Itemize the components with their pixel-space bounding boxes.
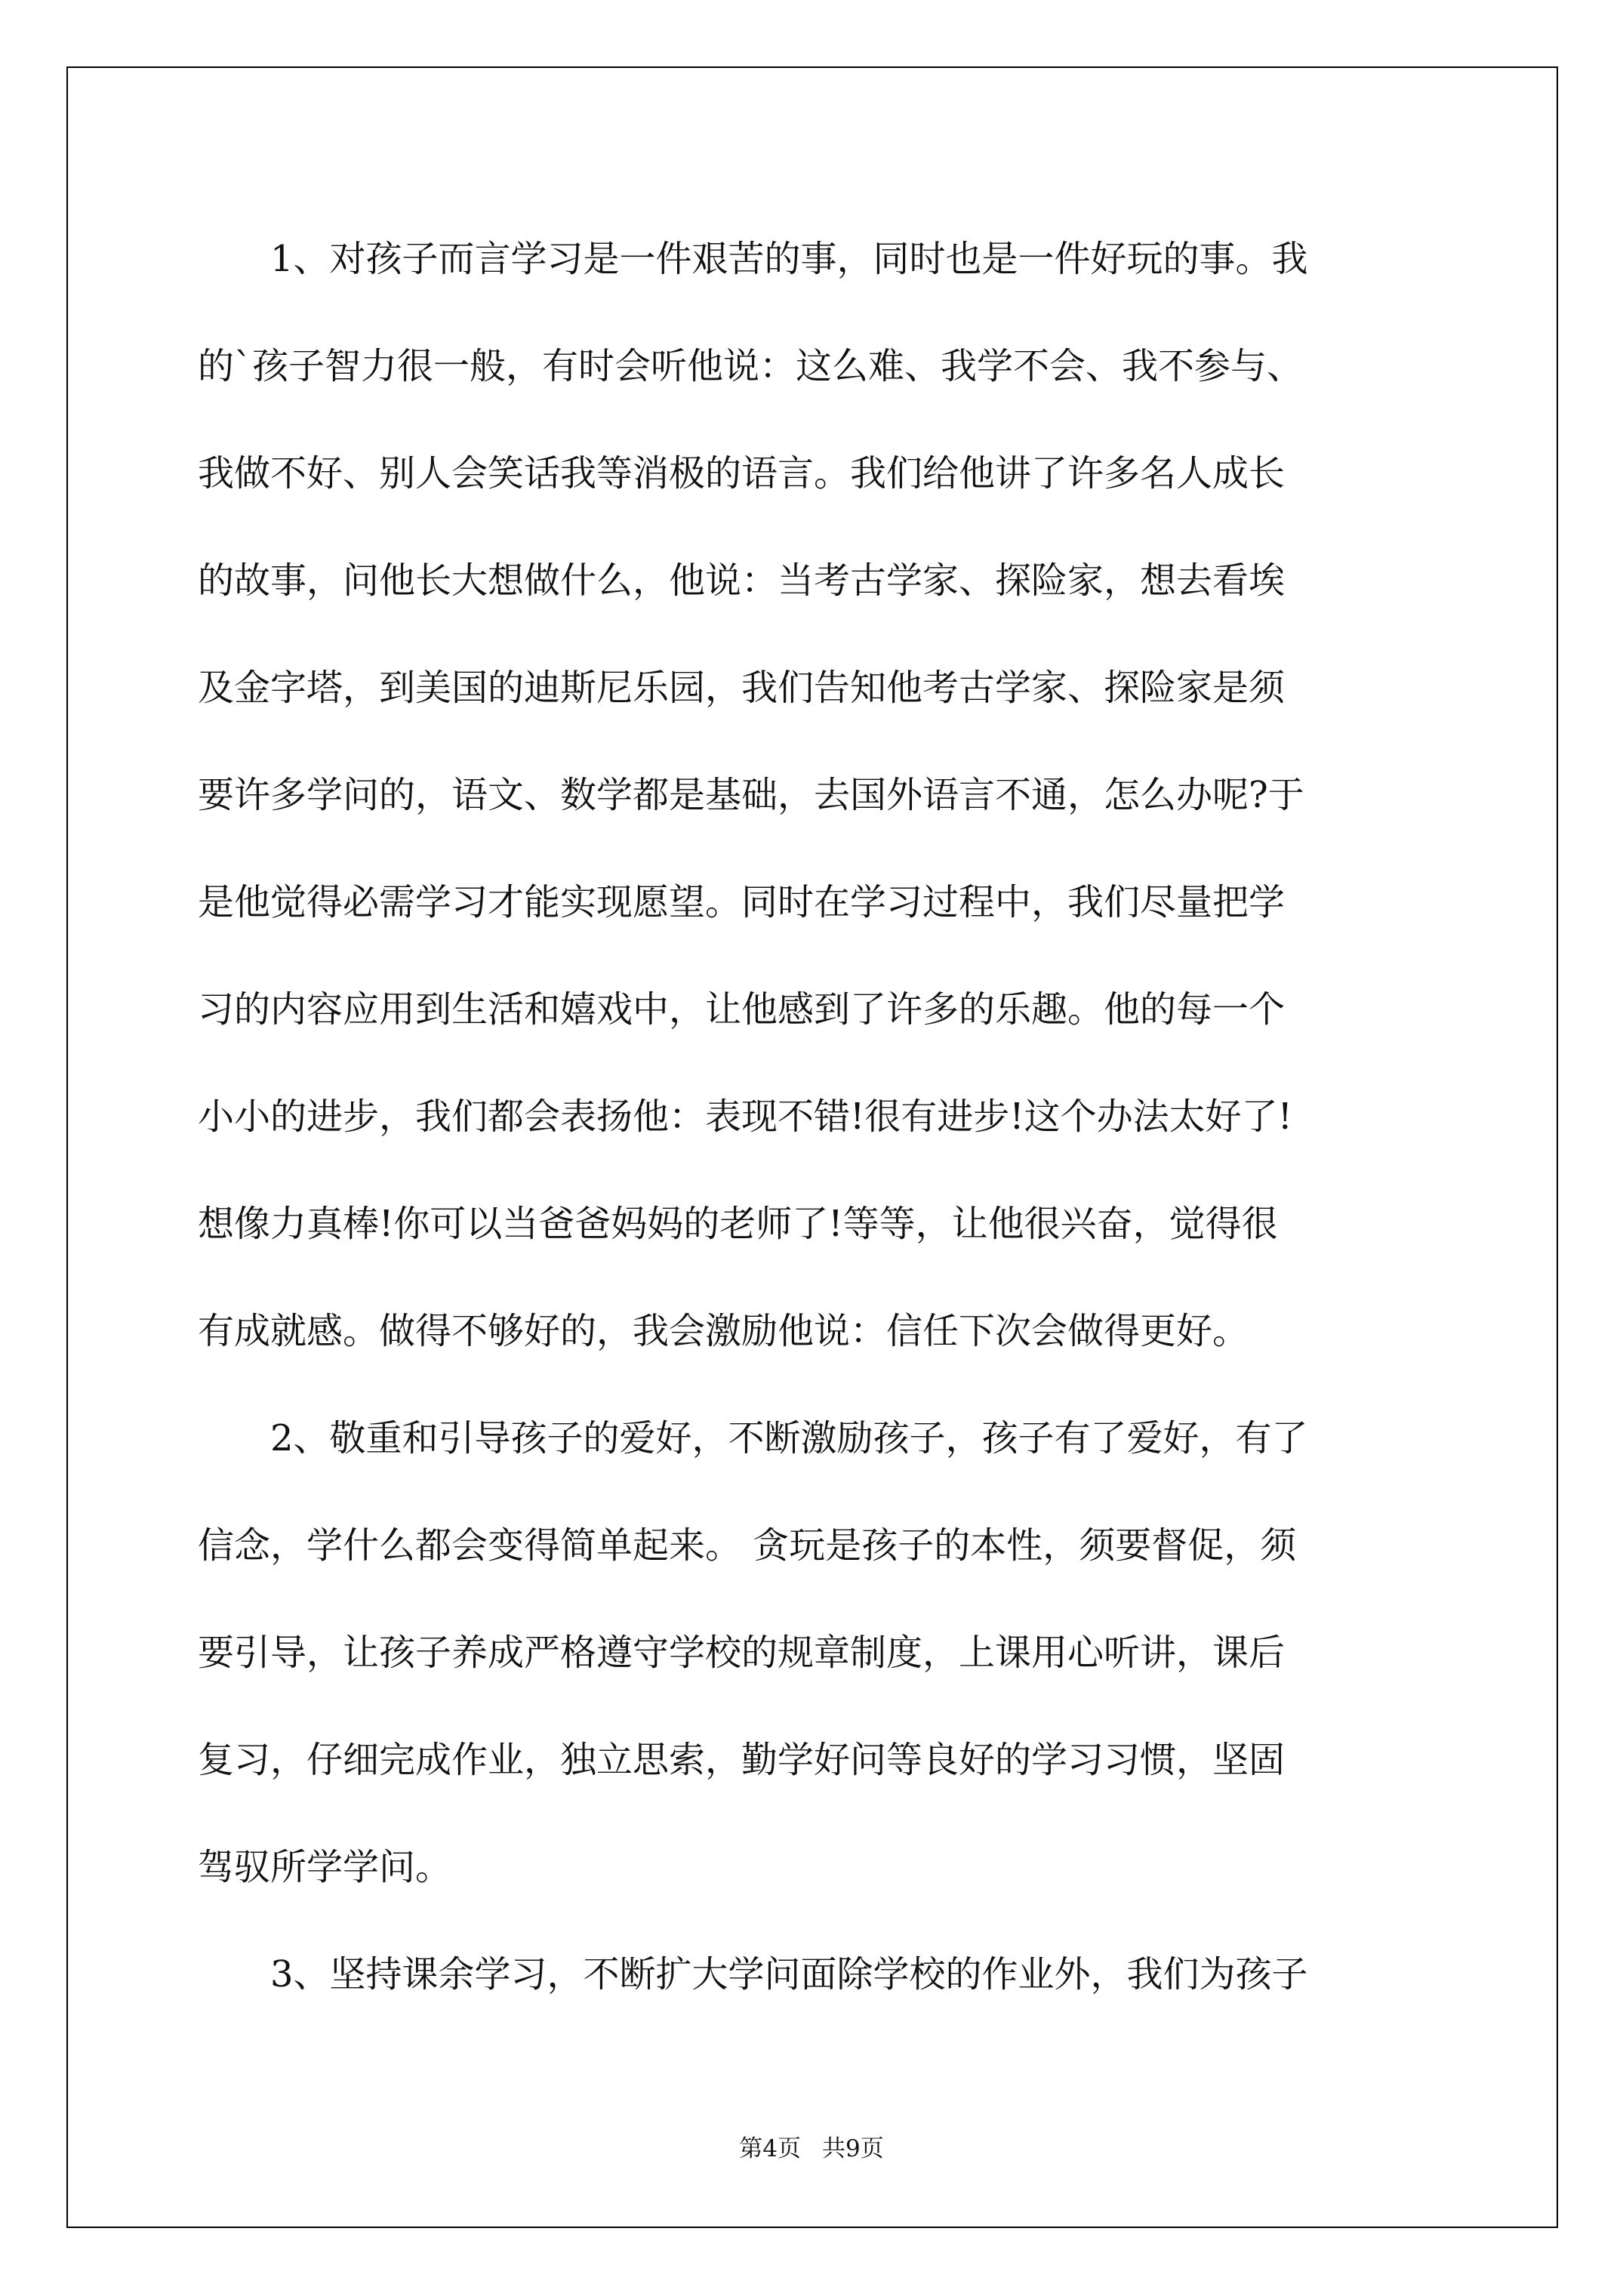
text-line: 有成就感。做得不够好的，我会激励他说：信任下次会做得更好。 — [198, 1310, 1249, 1352]
page-footer — [0, 2129, 1623, 2163]
paragraph-1 — [198, 205, 1433, 1385]
total-pages: 共9页 — [822, 2135, 884, 2162]
text-line: 要许多学问的，语文、数学都是基础，去国外语言不通，怎么办呢?于 — [198, 774, 1304, 816]
text-line: 的`孩子智力很一般，有时会听他说：这么难、我学不会、我不参与、 — [198, 345, 1304, 387]
paragraph-2 — [198, 1385, 1433, 1921]
paragraph-3 — [198, 1921, 1433, 2028]
text-line: 复习，仔细完成作业，独立思索，勤学好问等良好的学习习惯，坚固 — [198, 1739, 1286, 1781]
text-line: 的故事，问他长大想做什么，他说：当考古学家、探险家，想去看埃 — [198, 559, 1286, 602]
text-line: 信念，学什么都会变得简单起来。 贪玩是孩子的本性，须要督促，须 — [198, 1524, 1297, 1567]
text-line: 及金字塔，到美国的迪斯尼乐园，我们告知他考古学家、探险家是须 — [198, 667, 1286, 709]
text-line: 习的内容应用到生活和嬉戏中，让他感到了许多的乐趣。他的每一个 — [198, 988, 1286, 1031]
text-line: 1、对孩子而言学习是一件艰苦的事，同时也是一件好玩的事。我 — [270, 238, 1308, 280]
text-line: 小小的进步，我们都会表扬他：表现不错!很有进步!这个办法太好了! — [198, 1096, 1292, 1138]
text-line: 2、敬重和引导孩子的爱好，不断激励孩子，孩子有了爱好，有了 — [270, 1417, 1308, 1459]
text-line: 驾驭所学学问。 — [198, 1846, 452, 1888]
text-line: 3、坚持课余学习，不断扩大学问面除学校的作业外，我们为孩子 — [270, 1953, 1308, 1996]
page-number: 第4页 — [739, 2135, 801, 2162]
text-line: 是他觉得必需学习才能实现愿望。同时在学习过程中，我们尽量把学 — [198, 881, 1286, 923]
document-body — [198, 205, 1433, 2028]
text-line: 想像力真棒!你可以当爸爸妈妈的老师了!等等，让他很兴奋，觉得很 — [198, 1203, 1278, 1245]
text-line: 我做不好、别人会笑话我等消极的语言。我们给他讲了许多名人成长 — [198, 452, 1286, 495]
text-line: 要引导，让孩子养成严格遵守学校的规章制度，上课用心听讲，课后 — [198, 1632, 1286, 1674]
